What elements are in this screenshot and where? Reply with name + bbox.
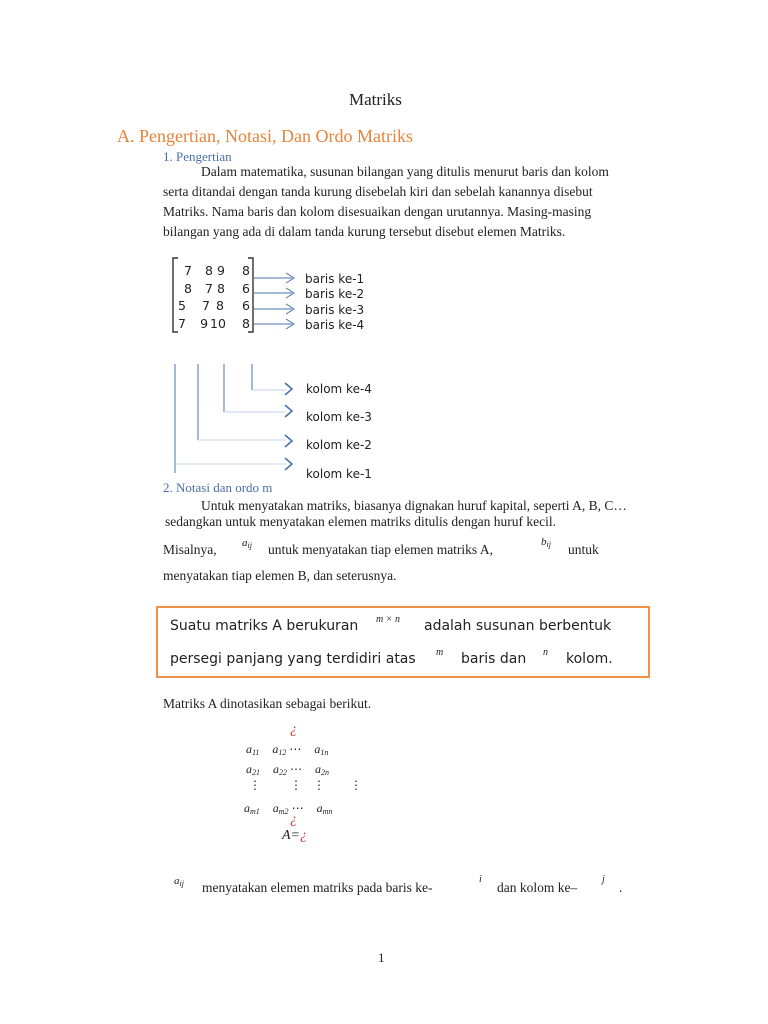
- def-line1-b: adalah susunan berbentuk: [424, 618, 612, 634]
- gm-sub: 12: [278, 748, 287, 757]
- matrix-row-3: [178, 297, 250, 315]
- cell: 6: [242, 280, 250, 296]
- para1-line3: Matriks. Nama baris dan kolom disesuaikan dengan urutannya. Masing-masing: [163, 204, 592, 219]
- gm-cdots: ⋯: [290, 762, 302, 776]
- cell: 6: [242, 298, 250, 313]
- cell-group: [202, 262, 228, 280]
- misalnya-text: Misalnya,: [163, 542, 217, 557]
- column-arrows: [168, 360, 300, 480]
- def-mxn: m × n: [376, 614, 400, 625]
- col-label-1: kolom ke-1: [306, 467, 372, 481]
- gm-sub: 22: [279, 768, 287, 777]
- cell: 8: [184, 280, 192, 296]
- gm-sub: 21: [252, 768, 260, 777]
- cell: 8: [242, 315, 250, 331]
- gm-a: a: [272, 801, 279, 815]
- untuk-text: untuk: [568, 542, 599, 557]
- cell: 7: [178, 315, 186, 331]
- cell-group: [199, 315, 227, 333]
- final-text-a: menyatakan elemen matriks pada baris ke-: [202, 880, 433, 895]
- col-label-2: kolom ke-2: [306, 438, 372, 452]
- cell-group: [200, 297, 226, 315]
- final-text-b: dan kolom ke–: [497, 880, 578, 895]
- gm-a: a: [314, 742, 321, 756]
- gm-lhs: [282, 828, 307, 844]
- gm-row-2: [246, 762, 329, 777]
- matrix-row-2: [178, 280, 250, 298]
- notation-intro: Matriks A dinotasikan sebagai berikut.: [163, 696, 372, 711]
- para2-line1: Untuk menyatakan matriks, biasanya dignakan huruf kapital, seperti A, B, C…: [201, 498, 627, 513]
- page-number: 1: [378, 950, 385, 965]
- matrix-row-4: [178, 315, 250, 333]
- gm-sub: mn: [322, 807, 333, 816]
- cell: 7: [202, 298, 210, 313]
- def-line2-b: baris dan: [461, 651, 527, 667]
- gm-a: a: [273, 762, 279, 776]
- gm-sub: 11: [252, 748, 260, 757]
- final-a: a: [174, 875, 180, 887]
- gm-row-1: [246, 742, 328, 757]
- def-line2-c: kolom.: [566, 651, 613, 667]
- gm-a: a: [315, 762, 321, 776]
- para2-line2: sedangkan untuk menyatakan elemen matriks ditulis dengan huruf kecil.: [165, 514, 557, 529]
- definition-box: [156, 606, 650, 678]
- def-n: n: [543, 647, 548, 658]
- symbol-bij: [541, 536, 551, 549]
- row-label-1: baris ke-1: [305, 272, 365, 286]
- subheading-notasi: 2. Notasi dan ordo m: [163, 480, 273, 495]
- cell: 5: [178, 298, 186, 313]
- row-arrows: [250, 270, 300, 334]
- gm-row-4: [244, 801, 332, 816]
- para3-line: menyatakan tiap elemen B, dan seterusnya.: [163, 568, 397, 583]
- gm-cdots: ⋯: [289, 742, 302, 756]
- gm-vdots: ⋮: [290, 778, 302, 792]
- bracket-bottom: ¿: [290, 812, 297, 827]
- sym-b: b: [541, 536, 547, 548]
- sym-ij-b: ij: [546, 540, 551, 549]
- def-line2-a: persegi panjang yang terdidiri atas: [170, 651, 416, 667]
- gm-cdots: ⋯: [291, 801, 304, 815]
- symbol-aij: [242, 537, 252, 550]
- bracket-top: ¿: [290, 722, 297, 737]
- gm-vdots: ⋮: [350, 778, 362, 792]
- cell: 7: [205, 280, 213, 296]
- def-line1-a: Suatu matriks A berukuran: [170, 618, 359, 634]
- gm-a: a: [244, 801, 250, 815]
- cell-group: [202, 280, 228, 298]
- gm-sub: 2n: [321, 768, 329, 777]
- col-label-3: kolom ke-3: [306, 410, 372, 424]
- gm-lhs-text: A=: [282, 828, 300, 843]
- col-label-4: kolom ke-4: [306, 382, 372, 396]
- gm-a: a: [272, 742, 279, 756]
- gm-rhs: ¿: [300, 828, 307, 843]
- cell: 8: [205, 263, 213, 278]
- gm-a: a: [246, 742, 252, 756]
- gm-sub: m1: [250, 807, 260, 816]
- row-label-2: baris ke-2: [305, 287, 365, 301]
- final-ij: ij: [179, 879, 184, 888]
- example-matrix: [178, 262, 250, 332]
- cell: 9: [217, 263, 225, 278]
- final-end: .: [619, 880, 623, 895]
- sym-a: a: [242, 537, 248, 549]
- final-i: i: [479, 874, 482, 885]
- page-title: Matriks: [349, 90, 402, 109]
- gm-sub: 1n: [320, 748, 329, 757]
- final-j: j: [602, 874, 605, 885]
- cell: 8: [217, 280, 225, 296]
- def-m: m: [436, 647, 444, 658]
- cell: 8: [242, 263, 250, 278]
- cell: 10: [210, 315, 226, 331]
- section-a-heading: A. Pengertian, Notasi, Dan Ordo Matriks: [117, 126, 413, 146]
- sym-ij: ij: [247, 541, 252, 550]
- gm-row-vdots: [249, 778, 362, 793]
- para1-line1: Dalam matematika, susunan bilangan yang ditulis menurut baris dan kolom: [201, 164, 609, 179]
- matrix-row-1: [178, 262, 250, 280]
- notation-mid-text: untuk menyatakan tiap elemen matriks A,: [268, 542, 493, 557]
- cell: 8: [216, 298, 224, 313]
- gm-a: a: [316, 801, 323, 815]
- para1-line4: bilangan yang ada di dalam tanda kurung tersebut disebut elemen Matriks.: [163, 224, 566, 239]
- row-label-3: baris ke-3: [305, 303, 365, 317]
- para1-line2: serta ditandai dengan tanda kurung disebelah kiri dan sebelah kanannya disebut: [163, 184, 593, 199]
- gm-a: a: [246, 762, 252, 776]
- cell: 7: [184, 263, 192, 278]
- row-label-4: baris ke-4: [305, 318, 365, 332]
- gm-sub: m2: [278, 807, 289, 816]
- subheading-pengertian: 1. Pengertian: [163, 149, 232, 164]
- cell: 9: [200, 315, 209, 331]
- final-aij: [174, 875, 184, 888]
- gm-vdots: ⋮: [249, 778, 261, 792]
- gm-vdots: ⋮: [313, 778, 325, 792]
